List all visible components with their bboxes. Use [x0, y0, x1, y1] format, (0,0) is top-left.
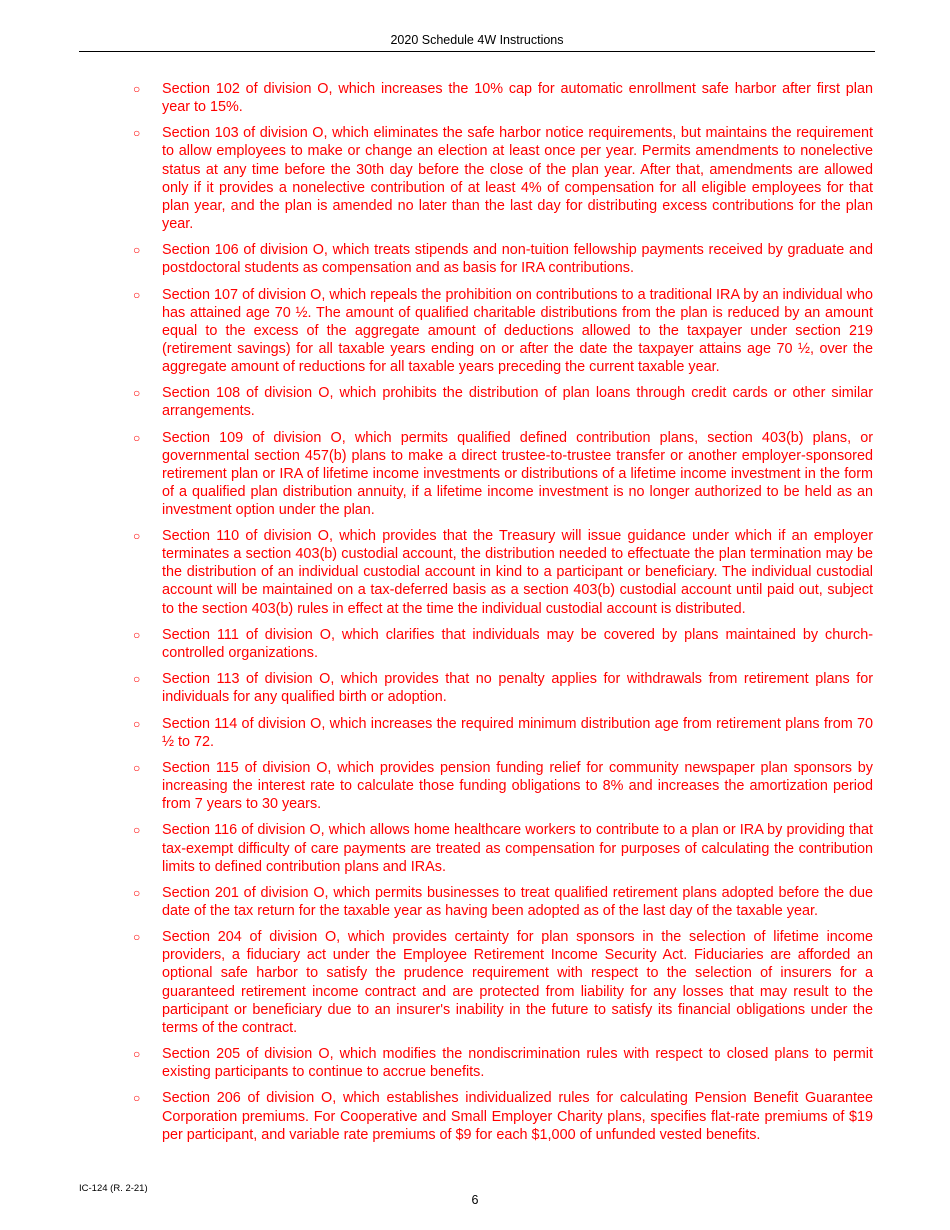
hollow-circle-bullet-icon: ○ [133, 1047, 141, 1062]
hollow-circle-bullet-icon: ○ [133, 386, 141, 401]
list-item [133, 80, 873, 116]
list-item-text: Section 110 of division O, which provides that the Treasury will issue guidance under which if an employer terminates a section 403(b) custodial account, the distribution needed to effectuate the plan termination may be the distribution of an individual custodial account in kind to a participant or beneficiary. The individual custodial account will be maintained on a tax-deferred basis as a section 403(b) custodial account until paid out, subject to the section 403(b) rules in effect at the time the individual custodial account is distributed. [162, 528, 873, 617]
list-item-text: Section 111 of division O, which clarifies that individuals may be covered by plans maintained by church-controlled organizations. [162, 626, 873, 661]
list-item-text: Section 114 of division O, which increases the required minimum distribution age from retirement plans from 70 ½ to 72. [162, 715, 873, 750]
hollow-circle-bullet-icon: ○ [133, 823, 141, 838]
list-item [133, 759, 873, 813]
list-item-text: Section 201 of division O, which permits businesses to treat qualified retirement plans adopted before the due date of the tax return for the taxable year as having been adopted as of the last day of the taxable year. [162, 884, 873, 919]
hollow-circle-bullet-icon: ○ [133, 672, 141, 687]
hollow-circle-bullet-icon: ○ [133, 716, 141, 731]
list-item-text: Section 103 of division O, which eliminates the safe harbor notice requirements, but maintains the requirement to allow employees to make or change an election at least once per year. Permits amendments to nonelective status at any time before the 30th day before the close of the plan year. After that, amendments are allowed only if it provides a nonelective contribution of at least 4% of compensation for all eligible employees for that plan year, and the plan is amended no later than the last day for distributing excess contributions for the plan year. [162, 125, 873, 232]
hollow-circle-bullet-icon: ○ [133, 930, 141, 945]
list-item [133, 626, 873, 662]
list-item-text: Section 206 of division O, which establishes individualized rules for calculating Pension Benefit Guarantee Corporation premiums. For Cooperative and Small Employer Charity plans, specifies flat-rate premiums of $19 per participant, and variable rate premiums of $9 for each $1,000 of unfunded vested benefits. [162, 1090, 873, 1143]
page-header-title: 2020 Schedule 4W Instructions [390, 33, 564, 47]
list-item [133, 429, 873, 519]
header-rule [79, 51, 875, 52]
hollow-circle-bullet-icon: ○ [133, 430, 141, 445]
list-item [133, 384, 873, 420]
list-item-text: Section 109 of division O, which permits qualified defined contribution plans, section 403(b) plans, or governmental section 457(b) plans to make a direct trustee-to-trustee transfer or another employer-sponsored retirement plan or IRA of lifetime income investments or distributions of a lifetime income investment in the form of a qualified plan distribution annuity, if a lifetime income investment is no longer authorized to be held as an investment option under the plan. [162, 429, 873, 518]
list-item [133, 928, 873, 1037]
list-item [133, 821, 873, 875]
list-item [133, 670, 873, 706]
hollow-circle-bullet-icon: ○ [133, 885, 141, 900]
list-item [133, 1089, 873, 1143]
hollow-circle-bullet-icon: ○ [133, 627, 141, 642]
list-item-text: Section 116 of division O, which allows home healthcare workers to contribute to a plan or IRA by providing that tax-exempt difficulty of care payments are treated as compensation for purposes of calculating the contribution limits to defined contribution plans and IRAs. [162, 822, 873, 875]
hollow-circle-bullet-icon: ○ [133, 760, 141, 775]
list-item-text: Section 204 of division O, which provides certainty for plan sponsors in the selection of lifetime income providers, a fiduciary act under the Employee Retirement Income Security Act. Fiduciaries are afforded an optional safe harbor to satisfy the prudence requirement with respect to the selection of insurers for a guaranteed retirement income contract and are protected from liability for any losses that may result to the participant or beneficiary due to an insurer's inability in the future to satisfy its financial obligations under the terms of the contract. [162, 929, 873, 1036]
list-item [133, 884, 873, 920]
list-item-text: Section 113 of division O, which provides that no penalty applies for withdrawals from retirement plans for individuals for any qualified birth or adoption. [162, 671, 873, 706]
list-item-text: Section 108 of division O, which prohibits the distribution of plan loans through credit cards or other similar arrangements. [162, 385, 873, 420]
hollow-circle-bullet-icon: ○ [133, 529, 141, 544]
hollow-circle-bullet-icon: ○ [133, 1091, 141, 1106]
list-item-text: Section 115 of division O, which provides pension funding relief for community newspaper plan sponsors by increasing the interest rate to calculate those funding obligations to 8% and increases the amortization period from 7 years to 30 years. [162, 759, 873, 813]
list-item-text: Section 102 of division O, which increases the 10% cap for automatic enrollment safe harbor after first plan year to 15%. [162, 81, 873, 116]
hollow-circle-bullet-icon: ○ [133, 287, 141, 302]
list-item [133, 715, 873, 751]
list-item [133, 241, 873, 277]
hollow-circle-bullet-icon: ○ [133, 243, 141, 258]
list-item [133, 286, 873, 376]
list-item [133, 527, 873, 617]
list-item-text: Section 205 of division O, which modifies the nondiscrimination rules with respect to closed plans to permit existing participants to continue to accrue benefits. [162, 1046, 873, 1081]
page-number: 6 [471, 1193, 479, 1207]
hollow-circle-bullet-icon: ○ [133, 82, 141, 96]
list-item [133, 1045, 873, 1081]
list-item-text: Section 106 of division O, which treats stipends and non-tuition fellowship payments received by graduate and postdoctoral students as compensation and as basis for IRA contributions. [162, 242, 873, 277]
provisions-bullet-list [133, 80, 873, 1152]
list-item-text: Section 107 of division O, which repeals the prohibition on contributions to a traditional IRA by an individual who has attained age 70 ½. The amount of qualified charitable distributions from the plan is reduced by an amount equal to the excess of the aggregate amount of deductions allowed to the taxpayer under section 219 (retirement savings) for all taxable years ending on or after the date the taxpayer attains age 70 ½, over the aggregate amount of reductions for all taxable years preceding the current taxable year. [162, 286, 873, 375]
list-item [133, 124, 873, 233]
hollow-circle-bullet-icon: ○ [133, 126, 141, 141]
form-number: IC-124 (R. 2-21) [79, 1183, 148, 1194]
